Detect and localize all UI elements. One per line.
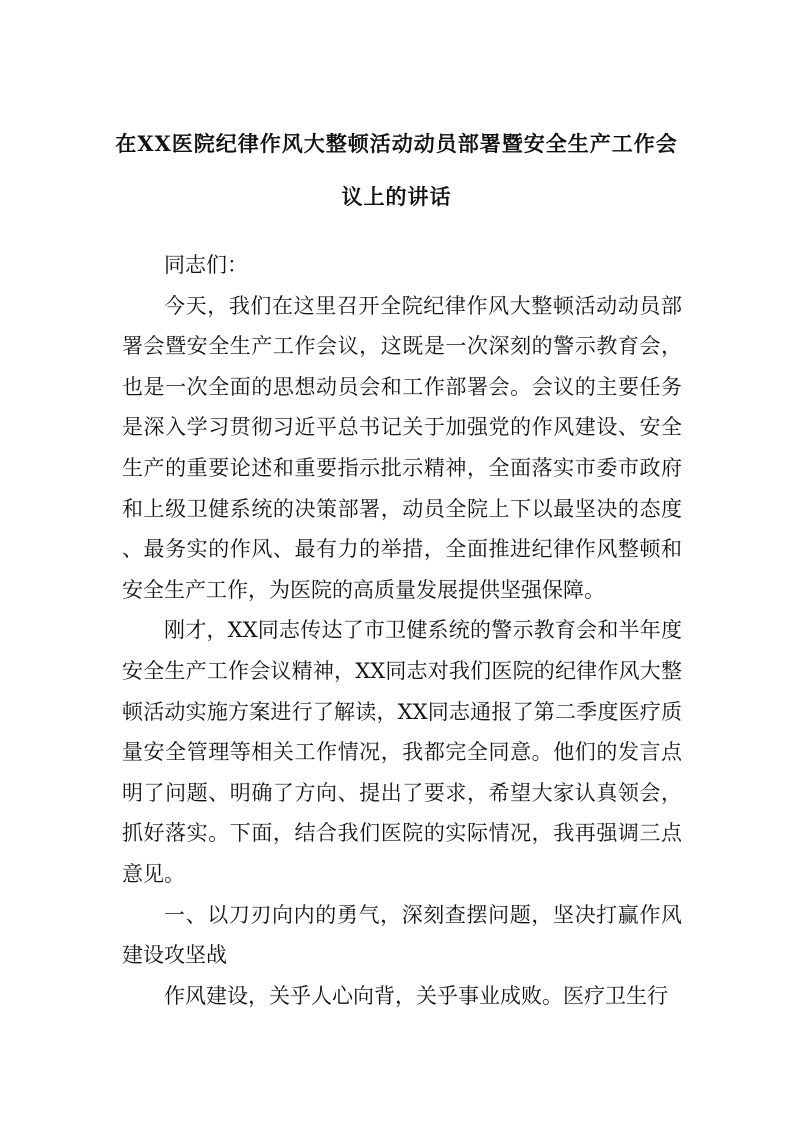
paragraph-review: 刚才，XX同志传达了市卫健系统的警示教育会和半年度安全生产工作会议精神，XX同志对我们医院的纪律作风大整顿活动实施方案进行了解读，XX同志通报了第二季度医疗质量安全管理等相关工作情况，我都完全同意。他们的发言点明了问题、明确了方向、提出了要求，希望大家认真领会，抓好落实。下面，结合我们医院的实际情况，我再强调三点意见。 — [122, 618, 682, 886]
salutation: 同志们： — [164, 253, 248, 277]
paragraph-section-1: 作风建设，关乎人心向背，关乎事业成败。医疗卫生行 — [164, 983, 668, 1008]
section-heading-1: 一、以刀刃向内的勇气，深刻查摆问题，坚决打赢作风建设攻坚战 — [122, 902, 682, 968]
paragraph-opening: 今天，我们在这里召开全院纪律作风大整顿活动动员部署会暨安全生产工作会议，这既是一次深刻的警示教育会，也是一次全面的思想动员会和工作部署会。会议的主要任务是深入学习贯彻习近平总书记关于加强党的作风建设、安全生产的重要论述和重要指示批示精神，全面落实市委市政府和上级卫健系统的决策部署，动员全院上下以最坚决的态度、最务实的作风、最有力的举措，全面推进纪律作风整顿和安全生产工作，为医院的高质量发展提供坚强保障。 — [122, 293, 682, 602]
title-line-2: 议上的讲话 — [341, 184, 452, 209]
document-body — [122, 245, 682, 1016]
title-line-1: 在XX医院纪律作风大整顿活动动员部署暨安全生产工作会 — [115, 131, 678, 156]
